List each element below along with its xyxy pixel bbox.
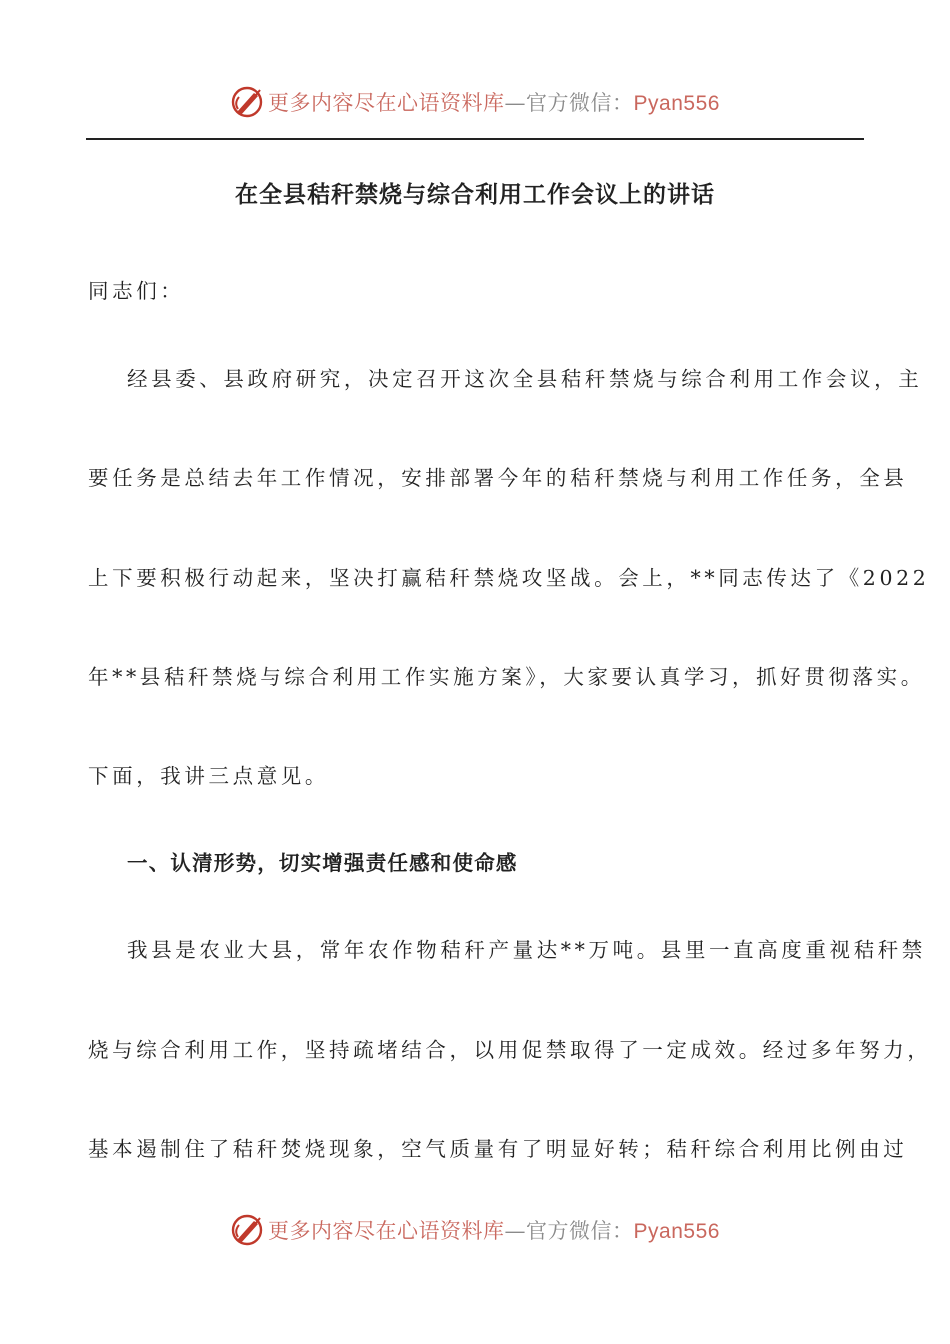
footer-banner [0,1210,950,1250]
paragraph-line: 经县委、县政府研究，决定召开这次全县秸秆禁烧与综合利用工作会议，主 [127,367,923,391]
paragraph-line: 下面，我讲三点意见。 [88,764,329,788]
banner-wechat-id: Pyan556 [633,92,720,115]
paragraph-line: 烧与综合利用工作，坚持疏堵结合，以用促禁取得了一定成效。经过多年努力， [88,1038,932,1062]
banner-text [268,87,720,117]
banner-wechat-label: 官方微信： [526,91,634,115]
section-heading: 一、认清形势，切实增强责任感和使命感 [127,851,518,875]
paragraph-line: 要任务是总结去年工作情况，安排部署今年的秸秆禁烧与利用工作任务，全县 [88,466,908,490]
salutation: 同志们： [88,279,185,303]
pen-logo-icon [230,85,264,119]
banner-dash: — [504,1219,527,1243]
document-title: 在全县秸秆禁烧与综合利用工作会议上的讲话 [235,181,715,208]
banner-main-text: 更多内容尽在心语资料库 [268,91,505,115]
banner-main-text: 更多内容尽在心语资料库 [268,1219,505,1243]
banner-text [268,1215,720,1245]
paragraph-line: 年**县秸秆禁烧与综合利用工作实施方案》，大家要认真学习，抓好贯彻落实。 [88,665,925,689]
header-banner [0,82,950,122]
paragraph-line: 上下要积极行动起来，坚决打赢秸秆禁烧攻坚战。会上，**同志传达了《2022 [88,566,930,590]
header-divider [86,138,864,140]
pen-logo-icon [230,1213,264,1247]
banner-wechat-id: Pyan556 [633,1220,720,1243]
paragraph-line: 基本遏制住了秸秆焚烧现象，空气质量有了明显好转；秸秆综合利用比例由过 [88,1137,908,1161]
paragraph-line: 我县是农业大县，常年农作物秸秆产量达**万吨。县里一直高度重视秸秆禁 [127,938,926,962]
banner-dash: — [504,91,527,115]
banner-wechat-label: 官方微信： [526,1219,634,1243]
